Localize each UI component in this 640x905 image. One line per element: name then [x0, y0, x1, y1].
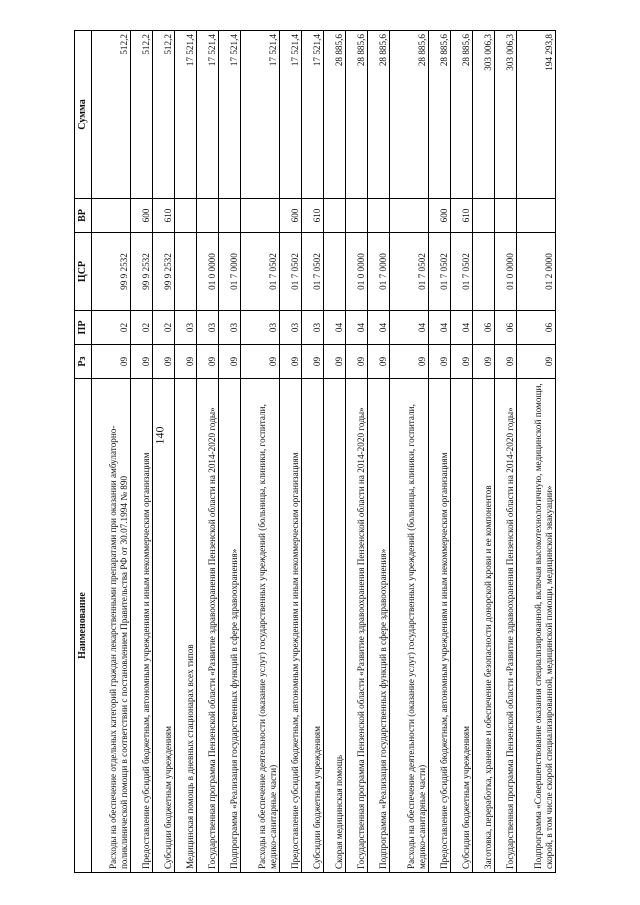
row-name: Заготовка, переработка, хранение и обеспечение безопасности донорской крови и ее компонентов: [472, 379, 494, 873]
budget-table: [74, 30, 556, 873]
row-rz: 09: [494, 345, 516, 379]
row-sum: 28 885,6: [389, 31, 428, 199]
row-csr: 01 0 0000: [345, 233, 367, 311]
row-pr: 03: [218, 311, 240, 345]
row-sum: 303 006,3: [472, 31, 494, 199]
row-pr: 04: [389, 311, 428, 345]
table-row: [196, 31, 218, 873]
row-sum: 512,2: [92, 31, 131, 199]
row-csr: 01 7 0000: [218, 233, 240, 311]
row-csr: 99 9 2532: [153, 233, 175, 311]
row-vr: [516, 199, 555, 233]
row-csr: 01 7 0000: [367, 233, 389, 311]
table-row: [279, 31, 301, 873]
table-row: [218, 31, 240, 873]
row-name: Субсидии бюджетным учреждениям: [450, 379, 472, 873]
row-rz: 09: [516, 345, 555, 379]
row-vr: 610: [153, 199, 175, 233]
row-name: Государственная программа Пензенской области «Развитие здравоохранения Пензенской области на 2014-2020 годы»: [494, 379, 516, 873]
row-pr: 03: [196, 311, 218, 345]
row-sum: 512,2: [131, 31, 153, 199]
row-vr: [367, 199, 389, 233]
row-name: Расходы на обеспечение деятельности (оказание услуг) государственных учреждений (больницы, клиники, госпитали, медико-санитарные части): [240, 379, 279, 873]
row-vr: 600: [428, 199, 450, 233]
row-vr: [196, 199, 218, 233]
row-sum: 303 006,3: [494, 31, 516, 199]
row-name: Скорая медицинская помощь: [323, 379, 345, 873]
row-name: Предоставление субсидий бюджетным, автономным учреждениям и иным некоммерческим организациям: [131, 379, 153, 873]
row-rz: 09: [345, 345, 367, 379]
page-number: 140: [152, 426, 167, 445]
row-csr: 01 7 0502: [428, 233, 450, 311]
row-rz: 09: [279, 345, 301, 379]
header-name: Наименование: [75, 379, 92, 873]
row-vr: [472, 199, 494, 233]
row-name: Субсидии бюджетным учреждениям: [301, 379, 323, 873]
row-sum: 17 521,4: [218, 31, 240, 199]
table-row: [131, 31, 153, 873]
table-row: [494, 31, 516, 873]
row-name: Государственная программа Пензенской области «Развитие здравоохранения Пензенской области на 2014-2020 годы»: [345, 379, 367, 873]
row-sum: 17 521,4: [196, 31, 218, 199]
header-rz: Рз: [75, 345, 92, 379]
row-vr: [345, 199, 367, 233]
row-csr: [174, 233, 196, 311]
row-name: Предоставление субсидий бюджетным, автономным учреждениям и иным некоммерческим организациям: [279, 379, 301, 873]
row-vr: [174, 199, 196, 233]
table-row: [428, 31, 450, 873]
row-pr: 02: [131, 311, 153, 345]
row-pr: 02: [153, 311, 175, 345]
row-rz: 09: [131, 345, 153, 379]
row-rz: 09: [323, 345, 345, 379]
row-sum: 17 521,4: [301, 31, 323, 199]
row-sum: 28 885,6: [323, 31, 345, 199]
row-rz: 09: [240, 345, 279, 379]
row-csr: 01 7 0502: [279, 233, 301, 311]
row-rz: 09: [153, 345, 175, 379]
budget-table-rotated: [74, 31, 556, 873]
row-rz: 09: [389, 345, 428, 379]
row-name: Подпрограмма «Реализация государственных функций в сфере здравоохранения»: [367, 379, 389, 873]
table-row: [472, 31, 494, 873]
row-name: Медицинская помощь в дневных стационарах всех типов: [174, 379, 196, 873]
row-sum: 17 521,4: [174, 31, 196, 199]
row-sum: 512,2: [153, 31, 175, 199]
row-rz: 09: [450, 345, 472, 379]
row-csr: 01 2 0000: [516, 233, 555, 311]
header-pr: ПР: [75, 311, 92, 345]
row-name: Расходы на обеспечение отдельных категорий граждан лекарственными препаратами при оказании амбулаторно-поликлинической помощи в соответствии с постановлением Правительства РФ от 30.07.1994 № 890: [92, 379, 131, 873]
row-vr: 600: [131, 199, 153, 233]
row-csr: 01 7 0502: [389, 233, 428, 311]
table-row: [389, 31, 428, 873]
row-sum: 194 293,8: [516, 31, 555, 199]
row-csr: [323, 233, 345, 311]
row-csr: 99 9 2532: [92, 233, 131, 311]
row-sum: 28 885,6: [450, 31, 472, 199]
row-sum: 17 521,4: [279, 31, 301, 199]
row-name: Государственная программа Пензенской области «Развитие здравоохранения Пензенской области на 2014-2020 годы»: [196, 379, 218, 873]
row-pr: 06: [472, 311, 494, 345]
row-vr: [494, 199, 516, 233]
row-rz: 09: [367, 345, 389, 379]
row-pr: 03: [301, 311, 323, 345]
row-rz: 09: [196, 345, 218, 379]
row-vr: 610: [301, 199, 323, 233]
row-rz: 09: [428, 345, 450, 379]
header-csr: ЦСР: [75, 233, 92, 311]
row-vr: [323, 199, 345, 233]
row-csr: 01 7 0502: [301, 233, 323, 311]
row-name: Предоставление субсидий бюджетным, автономным учреждениям и иным некоммерческим организациям: [428, 379, 450, 873]
table-row: [174, 31, 196, 873]
row-sum: 17 521,4: [240, 31, 279, 199]
table-row: [153, 31, 175, 873]
row-pr: 03: [240, 311, 279, 345]
row-csr: 99 9 2532: [131, 233, 153, 311]
table-row: [345, 31, 367, 873]
table-row: [92, 31, 131, 873]
row-rz: 09: [472, 345, 494, 379]
row-pr: 02: [92, 311, 131, 345]
row-rz: 09: [218, 345, 240, 379]
row-sum: 28 885,6: [367, 31, 389, 199]
row-vr: [240, 199, 279, 233]
row-name: Подпрограмма «Совершенствование оказания специализированной, включая высокотехнологичную, медицинской помощи, скорой, в том числе скорой специализированной, медицинской помощи, медицинской эвакуации»: [516, 379, 555, 873]
table-row: [301, 31, 323, 873]
row-name: Субсидии бюджетным учреждениям: [153, 379, 175, 873]
row-rz: 09: [174, 345, 196, 379]
row-pr: 04: [323, 311, 345, 345]
table-header-row: [75, 31, 92, 873]
row-pr: 03: [174, 311, 196, 345]
table-row: [450, 31, 472, 873]
header-sum: Сумма: [75, 31, 92, 199]
row-pr: 04: [367, 311, 389, 345]
row-pr: 04: [345, 311, 367, 345]
row-pr: 03: [279, 311, 301, 345]
row-vr: [92, 199, 131, 233]
row-rz: 09: [92, 345, 131, 379]
row-pr: 04: [450, 311, 472, 345]
row-vr: [389, 199, 428, 233]
row-csr: 01 7 0502: [450, 233, 472, 311]
row-name: Подпрограмма «Реализация государственных функций в сфере здравоохранения»: [218, 379, 240, 873]
row-csr: 01 7 0502: [240, 233, 279, 311]
table-row: [323, 31, 345, 873]
row-pr: 06: [516, 311, 555, 345]
row-name: Расходы на обеспечение деятельности (оказание услуг) государственных учреждений (больницы, клиники, госпитали, медико-санитарные части): [389, 379, 428, 873]
header-vr: ВР: [75, 199, 92, 233]
row-sum: 28 885,6: [345, 31, 367, 199]
table-row: [516, 31, 555, 873]
table-row: [240, 31, 279, 873]
row-vr: 610: [450, 199, 472, 233]
table-row: [367, 31, 389, 873]
row-csr: [472, 233, 494, 311]
row-sum: 28 885,6: [428, 31, 450, 199]
row-pr: 04: [428, 311, 450, 345]
row-vr: [218, 199, 240, 233]
row-vr: 600: [279, 199, 301, 233]
row-csr: 01 0 0000: [494, 233, 516, 311]
row-csr: 01 0 0000: [196, 233, 218, 311]
row-rz: 09: [301, 345, 323, 379]
row-pr: 06: [494, 311, 516, 345]
